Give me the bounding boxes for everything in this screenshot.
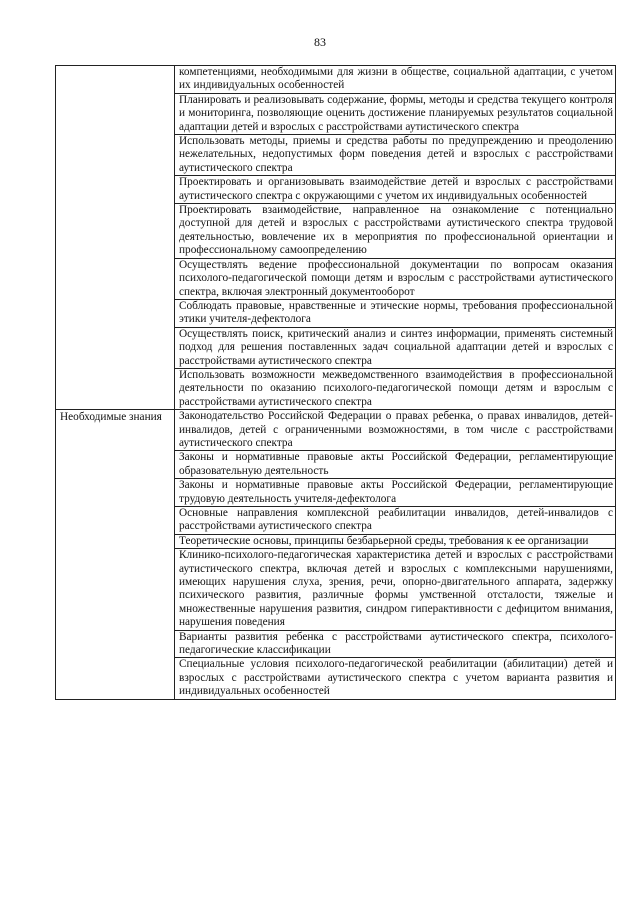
table-cell: Законы и нормативные правовые акты Российской Федерации, регламентирующие трудовую деятельность учителя-дефектолога (175, 479, 616, 507)
table-row (56, 66, 616, 94)
table-cell: Теоретические основы, принципы безбарьерной среды, требования к ее организации (175, 534, 616, 548)
table-cell: Законы и нормативные правовые акты Российской Федерации, регламентирующие образовательную деятельность (175, 451, 616, 479)
table-cell: Использовать методы, приемы и средства работы по предупреждению и преодолению нежелательных, недопустимых форм поведения детей и взрослых с расстройствами аутистического спектра (175, 135, 616, 176)
table-cell: компетенциями, необходимыми для жизни в обществе, социальной адаптации, с учетом их индивидуальных особенностей (175, 66, 616, 94)
table-row (56, 410, 616, 451)
table-cell: Клинико-психолого-педагогическая характеристика детей и взрослых с расстройствами аутистического спектра, включая детей и взрослых с комплексными нарушениями, имеющих нарушения слуха, зрения, речи, опорно-двигательного аппарата, задержку психического развития, различные формы умственной отсталости, тяжелые и множественные нарушения развития, синдром гиперактивности с дефицитом внимания, нарушения поведения (175, 549, 616, 630)
table-cell: Планировать и реализовывать содержание, формы, методы и средства текущего контроля и мониторинга, позволяющие оценить достижение планируемых результатов социальной адаптации детей и взрослых с расстройствами аутистического спектра (175, 93, 616, 134)
table-cell: Осуществлять ведение профессиональной документации по вопросам оказания психолого-педагогической помощи детям и взрослым с расстройствами аутистического спектра, включая электронный документооборот (175, 258, 616, 299)
section-label: Необходимые знания (56, 410, 175, 700)
table-cell: Специальные условия психолого-педагогической реабилитации (абилитации) детей и взрослых с расстройствами аутистического спектра с учетом варианта развития и индивидуальных особенностей (175, 658, 616, 699)
table-cell: Соблюдать правовые, нравственные и этические нормы, требования профессиональной этики учителя-дефектолога (175, 299, 616, 327)
section-label (56, 66, 175, 410)
table-cell: Использовать возможности межведомственного взаимодействия в профессиональной деятельности по оказанию психолого-педагогической помощи детям и взрослым с расстройствами аутистического спектра (175, 368, 616, 409)
table-cell: Проектировать взаимодействие, направленное на ознакомление с потенциально доступной для детей и взрослых с расстройствами аутистического спектра трудовой деятельностью, вовлечение их в мероприятия по профессиональной ориентации и профессиональному самоопределению (175, 204, 616, 259)
competency-table (55, 65, 616, 700)
page-number: 83 (314, 35, 326, 49)
table-cell: Проектировать и организовывать взаимодействие детей и взрослых с расстройствами аутистического спектра с окружающими с учетом их индивидуальных особенностей (175, 176, 616, 204)
table-cell: Варианты развития ребенка с расстройствами аутистического спектра, психолого-педагогические классификации (175, 630, 616, 658)
table-cell: Законодательство Российской Федерации о правах ребенка, о правах инвалидов, детей-инвалидов, детей с ограниченными возможностями, в том числе с расстройствами аутистического спектра (175, 410, 616, 451)
table-cell: Основные направления комплексной реабилитации инвалидов, детей-инвалидов с расстройствами аутистического спектра (175, 507, 616, 535)
table-cell: Осуществлять поиск, критический анализ и синтез информации, применять системный подход для решения поставленных задач социальной адаптации детей и взрослых с расстройствами аутистического спектра (175, 327, 616, 368)
